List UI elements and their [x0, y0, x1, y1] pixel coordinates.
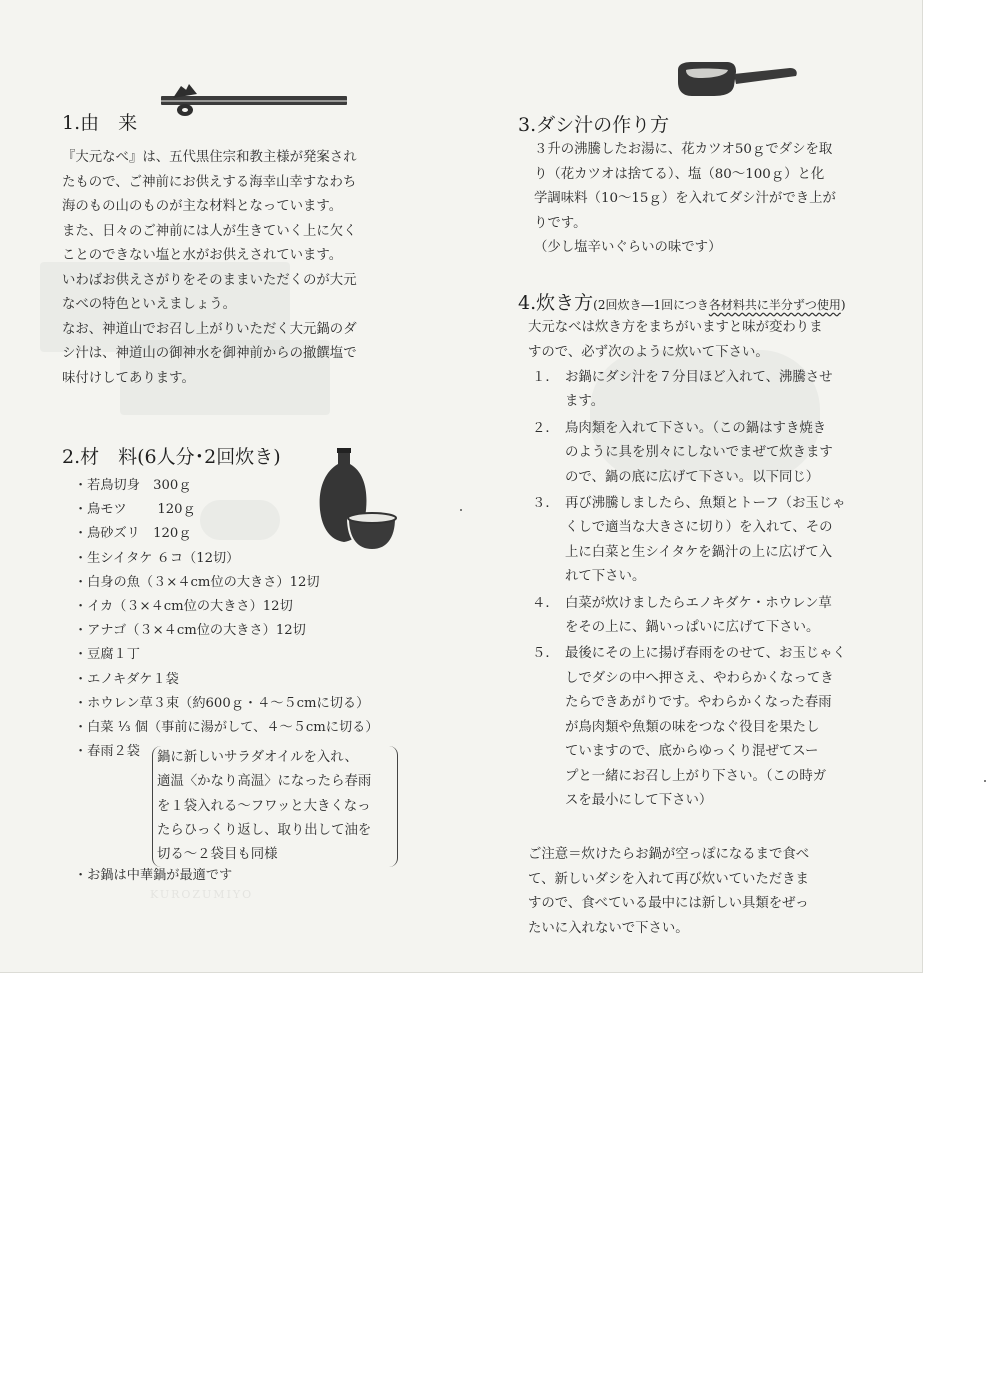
text-line: なお、神道山でお召し上がりいただく大元鍋のダ	[62, 321, 357, 337]
text-line: すので、食べている最中には新しい具類をぜっ	[528, 896, 809, 911]
caution-paragraph	[528, 843, 809, 941]
text-line: たいに入れないで下さい。	[528, 920, 689, 936]
text-line: しでダシの中へ押さえ、やわらかくなってき	[565, 670, 834, 686]
text-line: 切る～２袋目も同様	[157, 847, 278, 863]
chopsticks-icon	[155, 74, 355, 124]
note-prefix: (2回炊き―1回につき	[593, 298, 709, 312]
text-line: のように具を別々にしないでまぜて炊きます	[565, 445, 833, 461]
text-line: たらひっくり返し、取り出して油を	[157, 822, 372, 838]
dust-speck	[460, 509, 462, 511]
text-line: りです。	[534, 215, 587, 231]
text-line: たらできあがりです。やわらかくなった春雨	[565, 695, 832, 711]
ingredient-item: ・イカ（３×４cm位の大きさ）12切	[74, 598, 293, 614]
text-line: 最後にその上に揚げ春雨をのせて、お玉じゃく	[565, 646, 846, 662]
text-line: くしで適当な大きさに切り）を入れて、その	[565, 520, 833, 536]
harusame-note	[152, 746, 398, 867]
ingredient-item: ・生シイタケ ６コ（12切）	[74, 550, 240, 566]
cooking-intro	[528, 316, 823, 365]
text-line: ていますので、底からゆっくり混ぜてスー	[565, 744, 819, 760]
ingredient-item: ・豆腐１丁	[74, 647, 140, 663]
text-line: 大元なべは炊き方をまちがいますと味が変わりま	[528, 320, 823, 335]
text-line: すので、必ず次のように炊いて下さい。	[528, 344, 769, 360]
text-line: ご注意＝炊けたらお鍋が空っぽになるまで食べ	[528, 847, 810, 862]
text-line: 鍋に新しいサラダオイルを入れ、	[157, 750, 358, 765]
text-line: また、日々のご神前には人が生きていく上に欠く	[62, 223, 357, 239]
text-line: 味付けしてあります。	[62, 370, 195, 386]
ingredient-list	[74, 474, 379, 764]
ladle-icon	[672, 56, 802, 106]
text-line: ます。	[565, 394, 605, 410]
text-line: （少し塩辛いぐらいの味です）	[534, 240, 722, 255]
text-line: 白菜が炊けましたらエノキダケ・ホウレン草	[565, 595, 832, 611]
text-line: なべの特色といえましょう。	[62, 297, 237, 312]
step-number: ５．	[532, 646, 559, 662]
text-line: ので、鍋の底に広げて下さい。以下同じ）	[565, 469, 820, 485]
text-line: シ汁は、神道山の御神水を御神前からの撤饌塩で	[62, 346, 357, 361]
cooking-step	[532, 492, 846, 590]
note-suffix: )	[840, 298, 846, 312]
ingredient-item-last: ・お鍋は中華鍋が最適です	[74, 868, 233, 883]
text-line: 鳥肉類を入れて下さい。（この鍋はすき焼き	[565, 420, 827, 436]
text-line: スを最小にして下さい）	[565, 792, 713, 808]
bleed-through-text: KUROZUMIYO	[150, 888, 254, 901]
section-heading-ingredients: 2.材 料(6人分･2回炊き)	[62, 446, 281, 468]
step-number: ３．	[532, 496, 559, 512]
text-line: 再び沸騰しましたら、魚類とトーフ（お玉じゃ	[565, 496, 846, 512]
text-line: をその上に、鍋いっぱいに広げて下さい。	[565, 620, 820, 636]
text-line: プと一緒にお召し上がり下さい。（この時ガ	[565, 768, 827, 784]
step-number: １．	[532, 370, 559, 385]
dust-speck	[984, 780, 986, 782]
step-number: ４．	[532, 595, 559, 611]
text-line: ３升の沸騰したお湯に、花カツオ50ｇでダシを取	[534, 142, 833, 157]
ingredient-item: ・鳥モツ 120ｇ	[74, 502, 196, 518]
text-line: を１袋入れる～フワッと大きくなっ	[157, 798, 371, 814]
origin-paragraph	[62, 146, 357, 391]
text-line: り（花カツオは捨てる）、塩（80～100ｇ）と化	[534, 166, 825, 182]
text-line: れて下さい。	[565, 569, 646, 585]
ingredient-item: ・白菜 ⅓ 個（事前に湯がして、４～５cmに切る）	[74, 719, 379, 735]
ingredient-item: ・アナゴ（３×４cm位の大きさ）12切	[74, 623, 306, 639]
ingredient-item: ・鳥砂ズリ 120ｇ	[74, 526, 192, 542]
cooking-step	[532, 366, 846, 415]
text-line: ことのできない塩と水がお供えされています。	[62, 248, 343, 263]
text-line: いわばお供えさがりをそのままいただくのが大元	[62, 272, 357, 288]
text-line: たもので、ご神前にお供えする海幸山幸すなわち	[62, 174, 357, 190]
cooking-step	[532, 592, 846, 641]
note-emphasis: 各材料共に半分ずつ使用	[708, 298, 841, 312]
section-heading-origin: 1.由 来	[62, 112, 138, 134]
cooking-heading-note	[593, 298, 845, 312]
cooking-heading-text: 4.炊き方	[518, 292, 594, 314]
section-heading-cooking	[518, 288, 846, 315]
text-line: 上に白菜と生シイタケを鍋汁の上に広げて入	[565, 544, 833, 560]
cooking-step	[532, 417, 846, 490]
ingredient-item: ・若鳥切身 300ｇ	[74, 478, 192, 493]
step-number: ２．	[532, 420, 559, 436]
ingredient-item: ・白身の魚（３×４cm位の大きさ）12切	[74, 574, 320, 590]
text-line: が鳥肉類や魚類の味をつなぐ役目を果たし	[565, 719, 820, 735]
cooking-step	[532, 642, 846, 813]
ingredient-item: ・春雨２袋	[74, 744, 140, 760]
cooking-steps	[532, 366, 846, 813]
ingredient-item: ・ホウレン草３束（約600ｇ・４～５cmに切る）	[74, 695, 370, 711]
section-heading-dashi: 3.ダシ汁の作り方	[518, 114, 670, 136]
text-line: 適温〈かなり高温〉になったら春雨	[157, 774, 372, 790]
ingredient-item: ・エノキダケ１袋	[74, 671, 179, 687]
dashi-paragraph	[534, 138, 836, 261]
text-line: 海のもの山のものが主な材料となっています。	[62, 199, 343, 214]
text-line: 『大元なべ』は、五代黒住宗和教主様が発案され	[62, 150, 357, 165]
text-line: お鍋にダシ汁を７分目ほど入れて、沸騰させ	[565, 370, 833, 385]
text-line: て、新しいダシを入れて再び炊いていただきま	[528, 871, 809, 887]
text-line: 学調味料（10～15ｇ）を入れてダシ汁ができ上が	[534, 191, 836, 206]
